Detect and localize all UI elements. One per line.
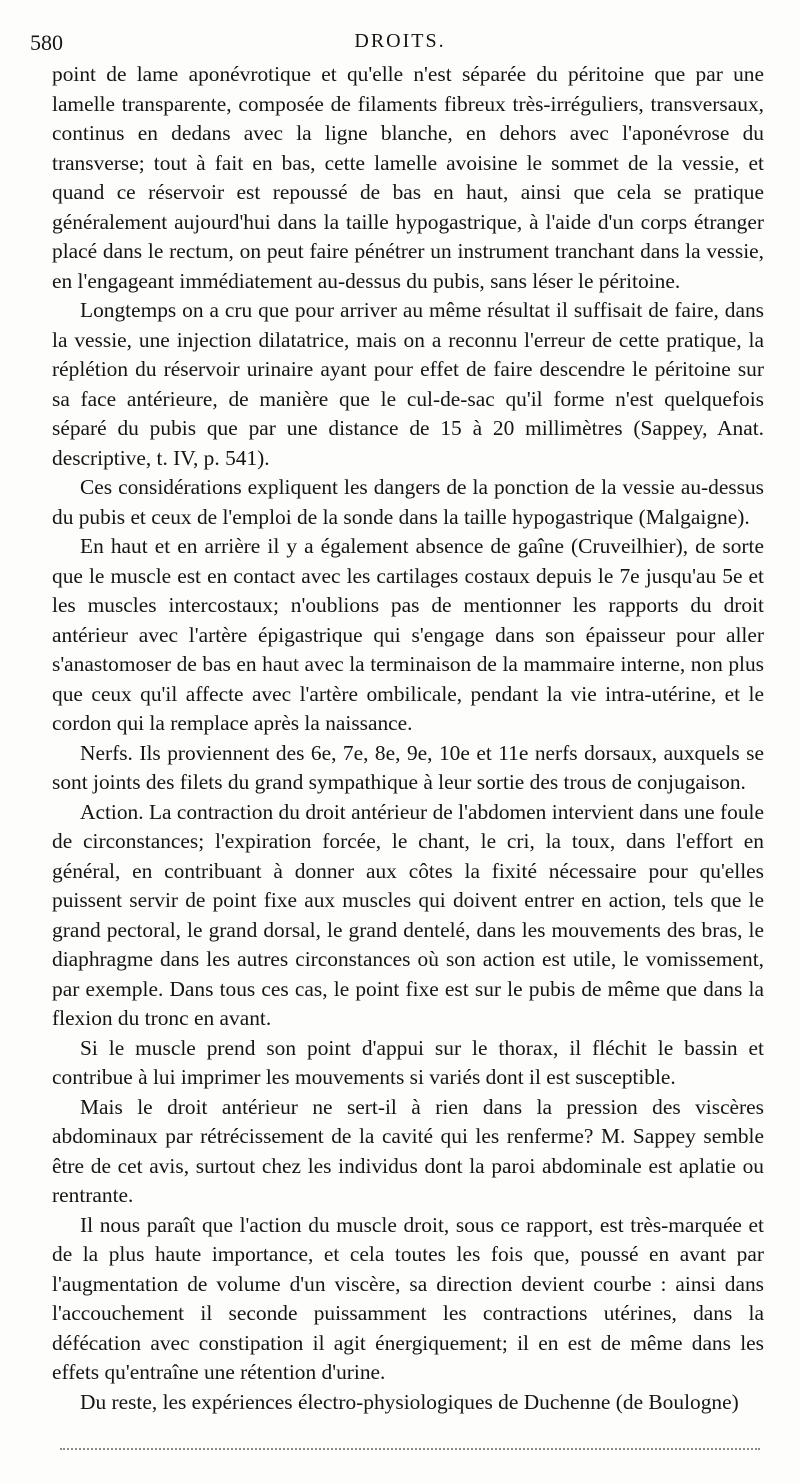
paragraph-4: En haut et en arrière il y a également absence de gaîne (Cruveilhier), de sorte que le muscle est en contact avec les cartilages costaux depuis le 7e jusqu'au 5e et les muscles intercostaux; n'oublions pas de mentionner les rapports du droit antérieur avec l'artère épigastrique qui s'engage dans son épaisseur pour aller s'anastomoser de bas en haut avec la terminaison de la mammaire interne, non plus que ceux qu'il affecte avec l'artère ombilicale, pendant la vie intra-utérine, et le cordon qui la remplace après la naissance. xyxy=(52,534,764,735)
paragraph-7: Si le muscle prend son point d'appui sur le thorax, il fléchit le bassin et contribue à lui imprimer les mouvements si variés dont il est susceptible. xyxy=(52,1035,764,1089)
footer-dotted-rule xyxy=(60,1448,760,1450)
page-header xyxy=(30,30,770,56)
paragraph-nerfs: Nerfs. Ils proviennent des 6e, 7e, 8e, 9e, 10e et 11e nerfs dorsaux, auxquels se sont joints des filets du grand sympathique à leur sortie des trous de conjugaison. xyxy=(52,740,764,794)
paragraph-10: Du reste, les expériences électro-physiologiques de Duchenne (de Boulogne) xyxy=(80,1389,739,1414)
running-head: DROITS. xyxy=(354,30,446,52)
paragraph-8: Mais le droit antérieur ne sert-il à rien dans la pression des viscères abdominaux par rétrécissement de la cavité qui les renferme? M. Sappey semble être de cet avis, surtout chez les individus dont la paroi abdominale est aplatie ou rentrante. xyxy=(52,1094,764,1207)
paragraph-2: Longtemps on a cru que pour arriver au même résultat il suffisait de faire, dans la vessie, une injection dilatatrice, mais on a reconnu l'erreur de cette pratique, la réplétion du réservoir urinaire ayant pour effet de faire descendre le péritoine sur sa face antérieure, de manière que le cul-de-sac qu'il forme n'est quelquefois séparé du pubis que par une distance de 15 à 20 millimètres (Sappey, Anat. descriptive, t. IV, p. 541). xyxy=(52,298,764,470)
body-text xyxy=(52,60,764,1417)
paragraph-action: Action. La contraction du droit antérieur de l'abdomen intervient dans une foule de circonstances; l'expiration forcée, le chant, le cri, la toux, dans l'effort en général, en contribuant à donner aux côtes la fixité nécessaire pour qu'elles puissent servir de point fixe aux muscles qui doivent entrer en action, tels que le grand pectoral, le grand dorsal, le grand dentelé, dans les mouvements des bras, le diaphragme dans les autres circonstances où son action est utile, le vomissement, par exemple. Dans tous ces cas, le point fixe est sur le pubis de même que dans la flexion du tronc en avant. xyxy=(52,799,764,1030)
paragraph-1: point de lame aponévrotique et qu'elle n'est séparée du péritoine que par une lamelle transparente, composée de filaments fibreux très-irréguliers, transversaux, continus en dedans avec la ligne blanche, en dehors avec l'aponévrose du transverse; tout à fait en bas, cette lamelle avoisine le sommet de la vessie, et quand ce réservoir est repoussé de bas en haut, ainsi que cela se pratique généralement aujourd'hui dans la taille hypogastrique, à l'aide d'un corps étranger placé dans le rectum, on peut faire pénétrer un instrument tranchant dans la vessie, en l'engageant immédiatement au-dessus du pubis, sans léser le péritoine. xyxy=(52,62,764,293)
page-number: 580 xyxy=(30,30,63,55)
paragraph-3: Ces considérations expliquent les dangers de la ponction de la vessie au-dessus du pubis et ceux de l'emploi de la sonde dans la taille hypogastrique (Malgaigne). xyxy=(52,475,764,529)
paragraph-9: Il nous paraît que l'action du muscle droit, sous ce rapport, est très-marquée et de la plus haute importance, et cela toutes les fois que, poussé en avant par l'augmentation de volume d'un viscère, sa direction devient courbe : ainsi dans l'accouchement il seconde puissamment les contractions utérines, dans la défécation avec constipation il agit énergiquement; il en est de même dans les effets qu'entraîne une rétention d'urine. xyxy=(52,1212,764,1384)
